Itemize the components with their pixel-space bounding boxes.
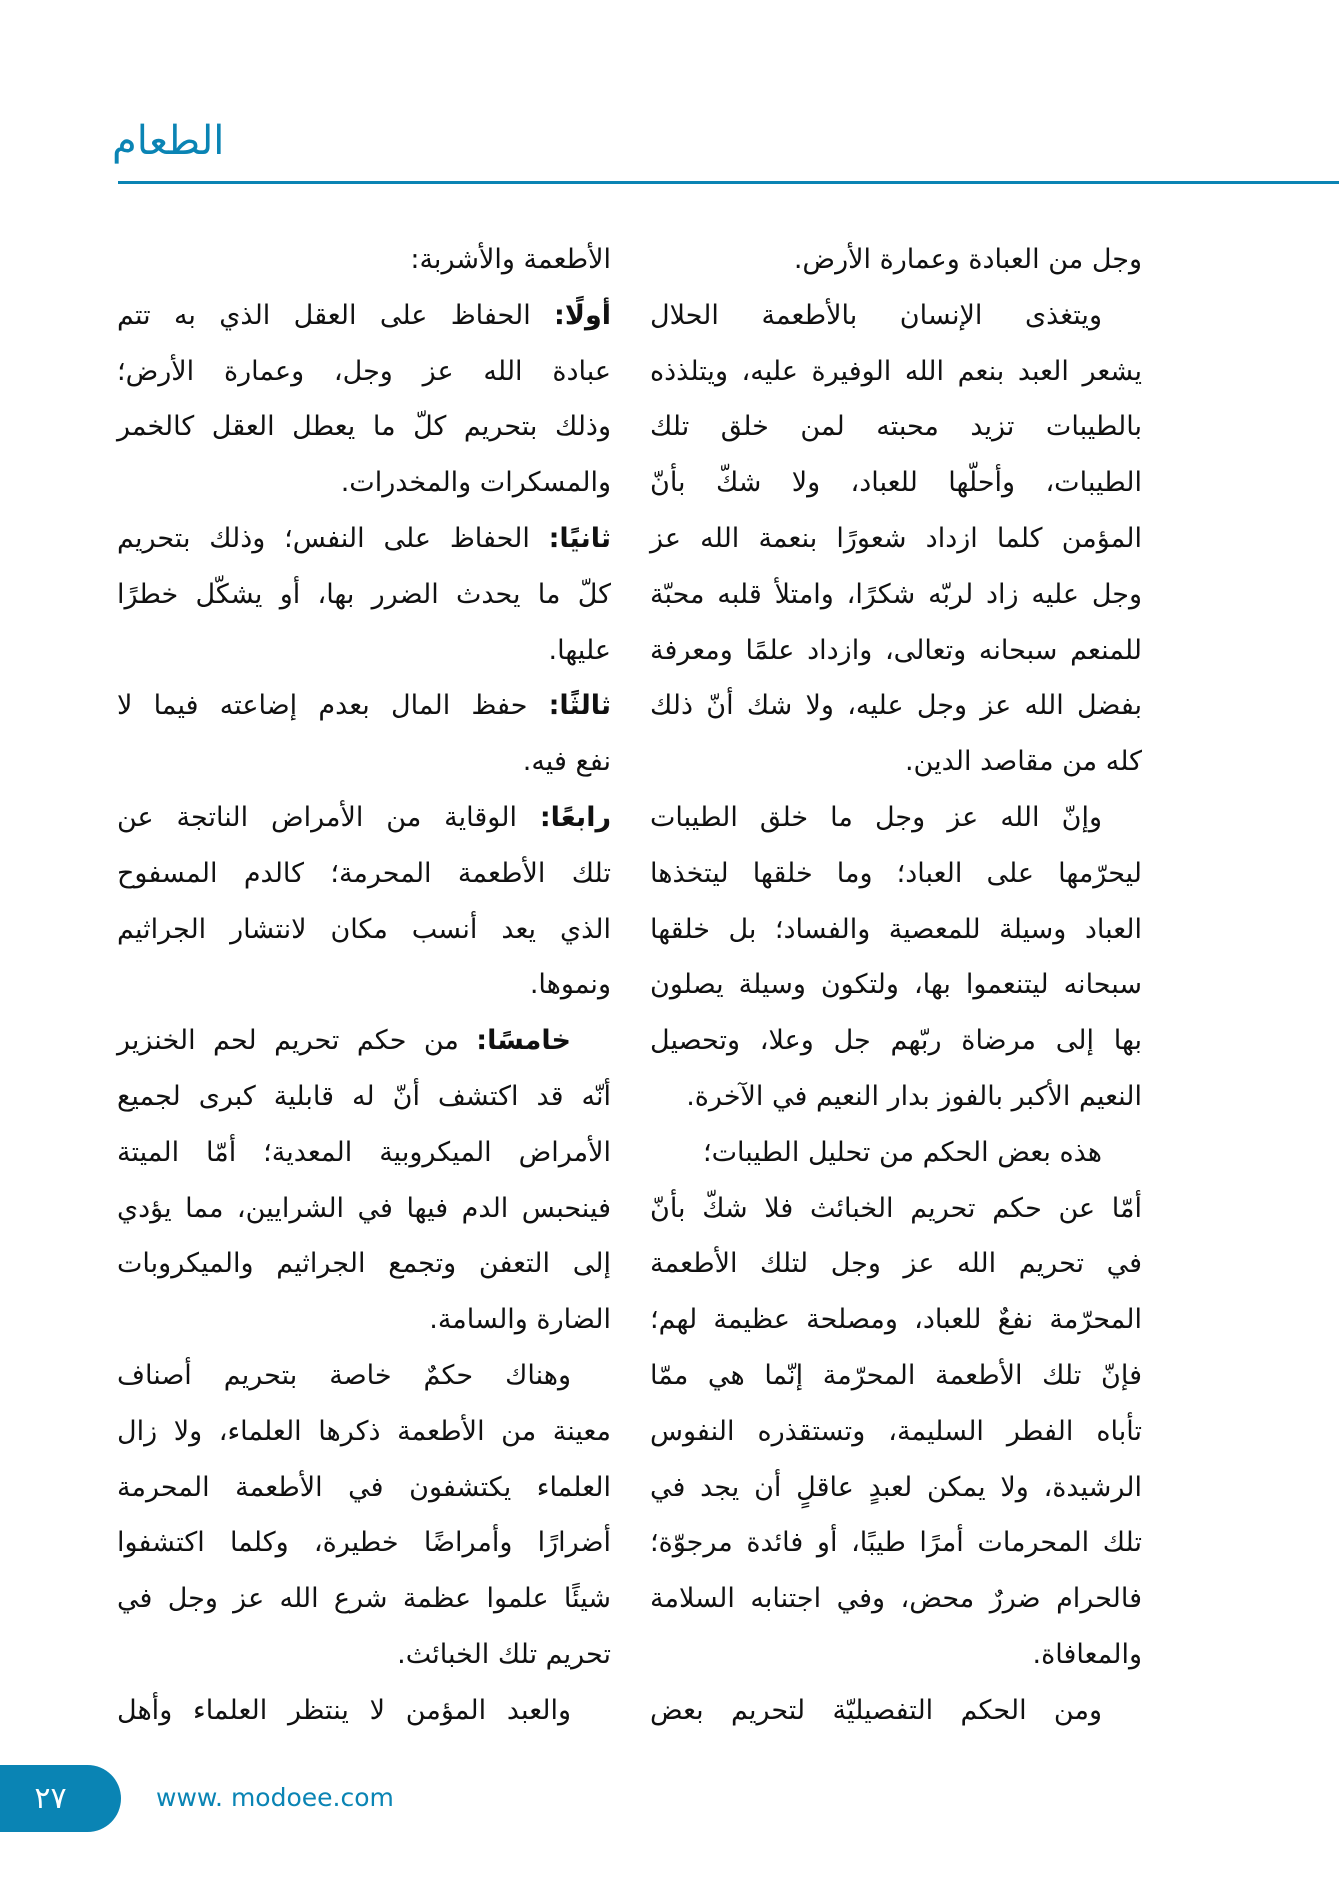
chapter-title: الطعام <box>112 118 225 164</box>
line-text: تأباه الفطر السليمة، وتستقذره النفوس <box>650 1415 1142 1447</box>
line-text: الرشيدة، ولا يمكن لعبدٍ عاقلٍ أن يجد في <box>650 1471 1142 1503</box>
text-line <box>650 399 1142 455</box>
header-rule <box>118 181 1339 184</box>
line-text: نفع فيه. <box>522 746 611 778</box>
text-line <box>117 1125 611 1181</box>
text-line <box>117 1460 611 1516</box>
text-line <box>117 567 611 623</box>
text-line <box>650 344 1142 400</box>
line-text: الأمراض الميكروبية المعدية؛ أمّا الميتة <box>117 1136 611 1168</box>
list-ordinal: رابعًا: <box>539 801 611 833</box>
text-line <box>650 1460 1142 1516</box>
text-line <box>117 790 611 846</box>
line-text: ونموها. <box>529 969 611 1001</box>
text-line <box>650 1515 1142 1571</box>
line-text: تلك المحرمات أمرًا طيبًا، أو فائدة مرجوّة؛ <box>650 1527 1142 1559</box>
text-line <box>117 734 611 790</box>
line-text: تحريم تلك الخبائث. <box>397 1638 611 1670</box>
text-line <box>650 846 1142 902</box>
text-line <box>117 1181 611 1237</box>
line-text: والمعافاة. <box>1032 1638 1142 1670</box>
right-column <box>650 232 1142 1739</box>
text-line <box>650 288 1142 344</box>
line-text: وجل عليه زاد لربّه شكرًا، وامتلأ قلبه محبّة <box>650 578 1142 610</box>
line-text: المؤمن كلما ازداد شعورًا بنعمة الله عز <box>650 522 1142 554</box>
text-line <box>650 511 1142 567</box>
text-line <box>650 678 1142 734</box>
line-text: بالطيبات تزيد محبته لمن خلق تلك <box>650 411 1142 443</box>
text-line <box>117 678 611 734</box>
line-text: عبادة الله عز وجل، وعمارة الأرض؛ <box>117 355 611 387</box>
text-line <box>117 399 611 455</box>
text-line <box>117 1069 611 1125</box>
line-text: وجل من العبادة وعمارة الأرض. <box>793 244 1142 275</box>
line-text: في تحريم الله عز وجل لتلك الأطعمة <box>650 1248 1142 1280</box>
line-text: هذه بعض الحكم من تحليل الطيبات؛ <box>702 1136 1102 1168</box>
text-line <box>650 1013 1142 1069</box>
line-text: المحرّمة نفعٌ للعباد، ومصلحة عظيمة لهم؛ <box>650 1304 1142 1336</box>
line-text: وهناك حكمٌ خاصة بتحريم أصناف <box>117 1359 571 1391</box>
line-text: معينة من الأطعمة ذكرها العلماء، ولا زال <box>117 1415 611 1447</box>
text-line <box>650 1683 1142 1739</box>
line-text: شيئًا علموا عظمة شرع الله عز وجل في <box>117 1583 611 1615</box>
text-line <box>117 232 611 288</box>
line-text: حفظ المال بعدم إضاعته فيما لا <box>117 690 549 722</box>
line-text: عليها. <box>548 634 611 666</box>
text-line <box>650 232 1142 288</box>
text-line <box>650 455 1142 511</box>
text-line <box>650 1125 1142 1181</box>
line-text: إلى التعفن وتجمع الجراثيم والميكروبات <box>117 1248 611 1280</box>
text-line <box>117 1627 611 1683</box>
line-text: فالحرام ضررٌ محض، وفي اجتنابه السلامة <box>650 1583 1142 1615</box>
line-text: بها إلى مرضاة ربّهم جل وعلا، وتحصيل <box>650 1025 1142 1057</box>
line-text: والعبد المؤمن لا ينتظر العلماء وأهل <box>117 1694 571 1726</box>
line-text: تلك الأطعمة المحرمة؛ كالدم المسفوح <box>117 857 611 889</box>
line-text: الوقاية من الأمراض الناتجة عن <box>117 801 540 833</box>
text-line <box>117 1348 611 1404</box>
text-line <box>650 790 1142 846</box>
text-line <box>650 623 1142 679</box>
text-line <box>650 1571 1142 1627</box>
left-column <box>117 232 611 1739</box>
line-text: كلّ ما يحدث الضرر بها، أو يشكّل خطرًا <box>117 578 611 610</box>
text-line <box>117 344 611 400</box>
text-line <box>117 1404 611 1460</box>
text-line <box>117 1683 611 1739</box>
text-line <box>650 1348 1142 1404</box>
text-line <box>117 1515 611 1571</box>
page-number: ٢٧ <box>34 1781 67 1816</box>
line-text: وإنّ الله عز وجل ما خلق الطيبات <box>650 801 1102 833</box>
line-text: الحفاظ على العقل الذي به تتم <box>117 299 555 331</box>
line-text: للمنعم سبحانه وتعالى، وازداد علمًا ومعرفة <box>650 634 1142 666</box>
text-line <box>117 957 611 1013</box>
line-text: الذي يعد أنسب مكان لانتشار الجراثيم <box>117 913 611 945</box>
line-text: من حكم تحريم لحم الخنزير <box>117 1025 477 1057</box>
list-ordinal: ثانيًا: <box>548 522 611 554</box>
line-text: أنّه قد اكتشف أنّ له قابلية كبرى لجميع <box>117 1080 611 1112</box>
line-text: بفضل الله عز وجل عليه، ولا شك أنّ ذلك <box>650 690 1142 722</box>
text-line <box>650 1181 1142 1237</box>
line-text: كله من مقاصد الدين. <box>904 746 1142 778</box>
line-text: أضرارًا وأمراضًا خطيرة، وكلما اكتشفوا <box>117 1527 611 1559</box>
text-line <box>117 288 611 344</box>
text-line <box>117 1236 611 1292</box>
page-number-badge <box>0 1765 121 1832</box>
line-text: الحفاظ على النفس؛ وذلك بتحريم <box>117 522 549 554</box>
line-text: وذلك بتحريم كلّ ما يعطل العقل كالخمر <box>117 411 611 443</box>
list-ordinal: أولًا: <box>554 299 611 331</box>
line-text: الطيبات، وأحلّها للعباد، ولا شكّ بأنّ <box>650 467 1142 499</box>
text-line <box>117 623 611 679</box>
line-text: ومن الحكم التفصيليّة لتحريم بعض <box>650 1694 1102 1726</box>
line-text: أمّا عن حكم تحريم الخبائث فلا شكّ بأنّ <box>650 1192 1142 1224</box>
list-ordinal: ثالثًا: <box>548 690 611 722</box>
text-line <box>650 1627 1142 1683</box>
text-line <box>650 1404 1142 1460</box>
text-line <box>650 1236 1142 1292</box>
line-text: ليحرّمها على العباد؛ وما خلقها ليتخذها <box>650 857 1142 889</box>
line-text: ويتغذى الإنسان بالأطعمة الحلال <box>650 299 1102 331</box>
text-line <box>650 1069 1142 1125</box>
line-text: سبحانه ليتنعموا بها، ولتكون وسيلة يصلون <box>650 969 1142 1001</box>
text-line <box>117 902 611 958</box>
text-line <box>650 567 1142 623</box>
line-text: والمسكرات والمخدرات. <box>340 467 611 499</box>
text-line <box>650 902 1142 958</box>
line-text: فينحبس الدم فيها في الشرايين، مما يؤدي <box>117 1192 611 1224</box>
text-line <box>117 1013 611 1069</box>
text-line <box>117 1292 611 1348</box>
line-text: يشعر العبد بنعم الله الوفيرة عليه، ويتلذذه <box>650 355 1142 387</box>
text-line <box>650 734 1142 790</box>
text-line <box>117 455 611 511</box>
line-text: الأطعمة والأشربة: <box>410 244 611 275</box>
line-text: فإنّ تلك الأطعمة المحرّمة إنّما هي ممّا <box>650 1359 1142 1391</box>
line-text: العلماء يكتشفون في الأطعمة المحرمة <box>117 1471 611 1503</box>
line-text: النعيم الأكبر بالفوز بدار النعيم في الآخرة. <box>686 1080 1142 1112</box>
line-text: الضارة والسامة. <box>429 1304 611 1336</box>
list-ordinal: خامسًا: <box>476 1025 571 1057</box>
text-line <box>117 511 611 567</box>
text-line <box>117 846 611 902</box>
website-url: www. modoee.com <box>156 1783 394 1812</box>
text-line <box>650 957 1142 1013</box>
text-line <box>650 1292 1142 1348</box>
text-line <box>117 1571 611 1627</box>
line-text: العباد وسيلة للمعصية والفساد؛ بل خلقها <box>650 913 1142 945</box>
